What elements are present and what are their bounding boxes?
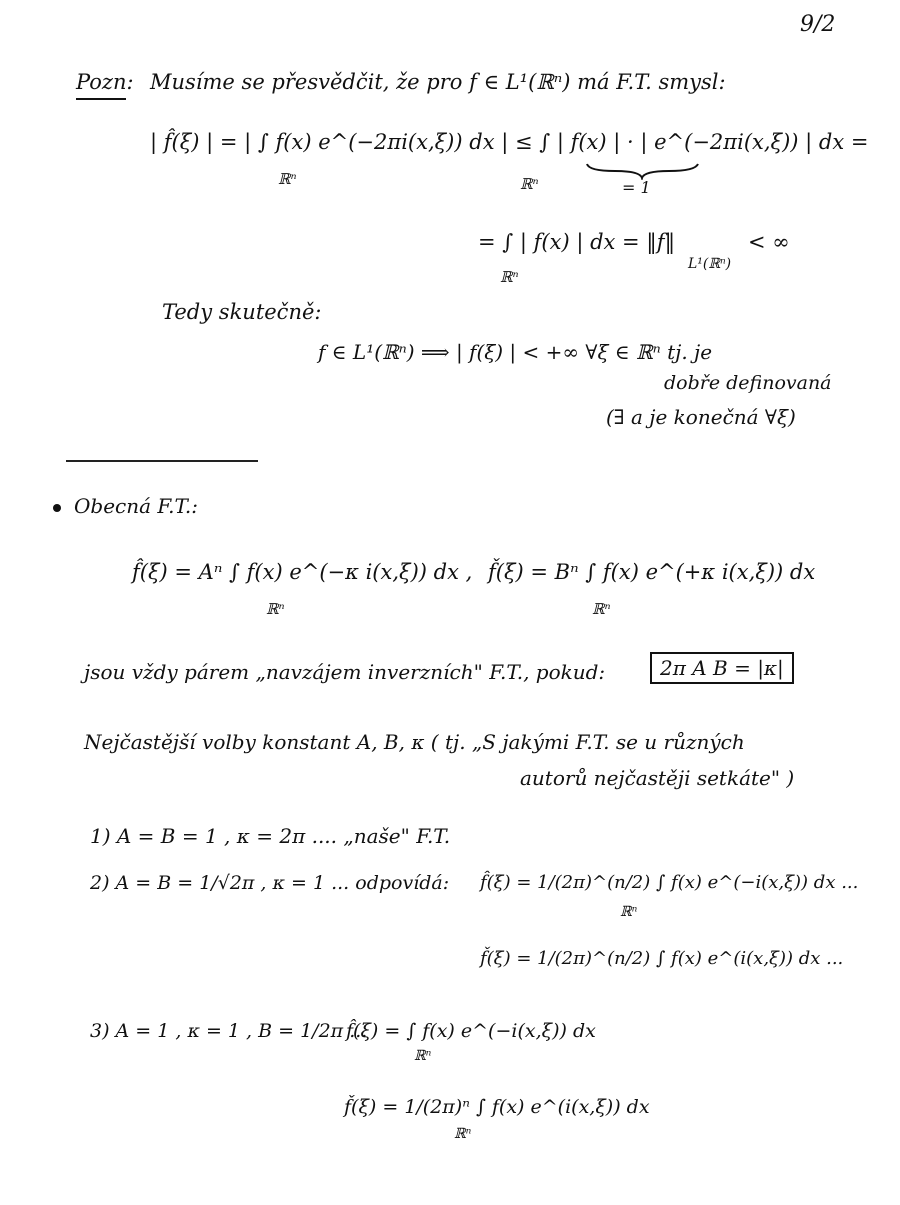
choices-intro: Nejčastější volby konstant A, B, κ ( tj. „S jakými F.T. se u různých [84,730,745,754]
choice-3-domain-a: ℝⁿ [414,1048,432,1064]
general-domain-b: ℝⁿ [592,600,611,618]
page-number: 9/2 [800,12,836,37]
choice-3-fhat: f̂(ξ) = ∫ f(x) e^(−i(x,ξ)) dx [346,1020,596,1042]
section-divider [66,460,258,462]
inverse-text: jsou vždy párem „navzájem inverzních" F.T., pokud: [84,660,606,684]
general-fcheck: f̌(ξ) = Bⁿ ∫ f(x) e^(+κ i(x,ξ)) dx [488,560,816,584]
norm-subscript: L¹(ℝⁿ) [688,256,732,272]
conclusion-line-2: dobře definovaná [664,372,832,394]
condition-box: 2π A B = |κ| [650,652,794,684]
choice-3-domain-b: ℝⁿ [454,1126,472,1142]
bullet-dot [53,504,61,512]
choice-3-left: 3) A = 1 , κ = 1 , B = 1/2π ... [90,1020,368,1042]
choices-intro-2: autorů nejčastěji setkáte" ) [520,766,795,790]
estimate-line-2-end: < ∞ [748,230,790,254]
estimate-line-2: = ∫ | f(x) | dx = ‖f‖ [478,230,676,254]
conclusion-implication: f ∈ L¹(ℝⁿ) ⟹ | f(ξ) | < +∞ ∀ξ ∈ ℝⁿ tj. je [318,340,713,364]
brace-value: = 1 [622,178,651,197]
remark-label-underline [76,98,126,100]
remark-label: Pozn: [76,70,134,94]
choice-2-domain: ℝⁿ [620,904,638,920]
integral-domain-1: ℝⁿ [278,170,297,188]
choice-1: 1) A = B = 1 , κ = 2π .... „naše" F.T. [90,824,451,848]
remark-text: Musíme se přesvědčit, že pro f ∈ L¹(ℝⁿ) má F.T. smysl: [150,70,726,94]
conclusion-label: Tedy skutečně: [162,300,322,324]
choice-3-fcheck: f̌(ξ) = 1/(2π)ⁿ ∫ f(x) e^(i(x,ξ)) dx [344,1096,650,1118]
general-label: Obecná F.T.: [74,494,199,518]
integral-domain-2: ℝⁿ [520,175,539,193]
general-fhat: f̂(ξ) = Aⁿ ∫ f(x) e^(−κ i(x,ξ)) dx , [132,560,473,584]
choice-2-left: 2) A = B = 1/√2π , κ = 1 ... odpovídá: [90,872,450,894]
choice-2-fhat: f̂(ξ) = 1/(2π)^(n/2) ∫ f(x) e^(−i(x,ξ)) dx ... [480,872,859,893]
conclusion-line-3: (∃ a je konečná ∀ξ) [606,405,796,429]
choice-2-fcheck: f̌(ξ) = 1/(2π)^(n/2) ∫ f(x) e^(i(x,ξ)) dx ... [480,948,844,969]
general-domain-a: ℝⁿ [266,600,285,618]
integral-domain-3: ℝⁿ [500,268,519,286]
estimate-line-1: | f̂(ξ) | = | ∫ f(x) e^(−2πi(x,ξ)) dx | ≤ ∫ | f(x) | · | e^(−2πi(x,ξ)) | dx = [150,130,869,154]
